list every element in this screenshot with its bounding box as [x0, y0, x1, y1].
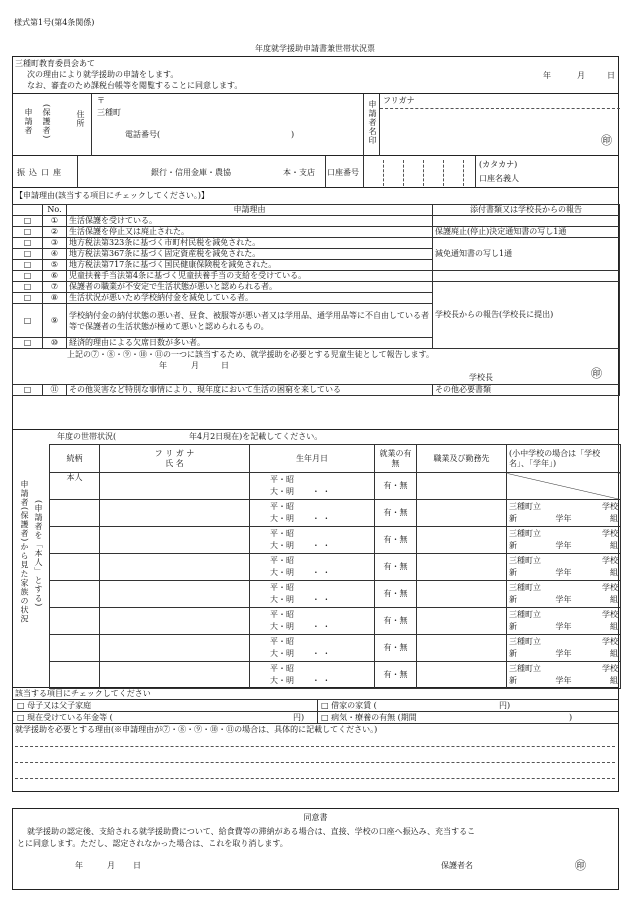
household-side-sub: (申請者を「本人」とする) — [34, 500, 43, 608]
address-label: 住所 — [76, 110, 85, 128]
relation-cell[interactable] — [50, 635, 100, 662]
bank-label: 振込口座 — [17, 168, 65, 177]
job-cell[interactable] — [417, 500, 507, 527]
bank-type: 銀行・信用金庫・農協 — [151, 168, 231, 177]
reason-checkbox[interactable]: □ — [13, 249, 43, 260]
member-name-cell[interactable] — [100, 527, 250, 554]
rent-label: 借家の家賃 ( — [331, 701, 377, 710]
date-dots: ・ ・ — [311, 622, 331, 631]
illness-label: 病気・療養の有無 (期間 — [331, 713, 417, 722]
reasons-col-check — [13, 205, 43, 216]
work-cell[interactable] — [375, 554, 417, 581]
work-cell[interactable] — [375, 581, 417, 608]
col-name-header — [100, 445, 250, 473]
class-label: 組 — [610, 568, 618, 577]
grade-new: 新 — [509, 514, 517, 523]
rent-check[interactable] — [321, 701, 377, 711]
school-cell[interactable] — [507, 608, 621, 635]
col-school: (小中学校の場合は「学校名」、「学年」) — [507, 445, 621, 473]
pension-unit: 円) — [293, 713, 305, 722]
grade-label: 学年 — [555, 541, 572, 550]
pension-check[interactable] — [17, 713, 113, 723]
school-town: 三種町立 — [509, 529, 541, 538]
birth-cell[interactable] — [250, 662, 375, 689]
reason-doc: その他必要書類 — [433, 385, 620, 396]
school-cell — [507, 473, 621, 500]
grade-new: 新 — [509, 676, 517, 685]
holder-label: 口座名義人 — [479, 174, 519, 183]
reason-text: その他災害など特別な事情により、現年度において生活の困窮を来している — [67, 385, 433, 396]
grade-label: 学年 — [555, 622, 572, 631]
date-dots: ・ ・ — [311, 595, 331, 604]
holder-kana: (カタカナ) — [479, 160, 518, 169]
era-line2: 大・明 — [270, 514, 294, 523]
era-line1: 平・昭 — [270, 664, 294, 673]
school-town: 三種町立 — [509, 583, 541, 592]
relation-cell[interactable] — [50, 500, 100, 527]
work-option[interactable]: 有・無 — [383, 481, 408, 490]
class-label: 組 — [610, 622, 618, 631]
date-dots: ・ ・ — [311, 649, 331, 658]
class-label: 組 — [610, 649, 618, 658]
need-reason-label: 就学援助を必要とする理由(※申請理由が⑦・⑧・⑨・⑩・⑪の場合は、具体的に記載してください。) — [15, 725, 378, 734]
checks-section — [12, 688, 619, 792]
work-option[interactable]: 有・無 — [383, 508, 408, 517]
consent-month: 月 — [107, 861, 115, 870]
reason-text: 生活状況が悪いため学校納付金を減免している者。 — [67, 293, 433, 304]
reason-no: ⑪ — [43, 385, 67, 396]
checkbox-icon[interactable]: □ — [17, 701, 25, 710]
reason-checkbox[interactable]: □ — [13, 338, 43, 349]
consent-block — [12, 808, 619, 890]
reason-text: 地方税法第367条に基づく固定資産税を減免された。 — [67, 249, 433, 260]
report-day: 日 — [221, 361, 229, 370]
grade-new: 新 — [509, 595, 517, 604]
reason-text: 生活保護を受けている。 — [67, 216, 433, 227]
reason-checkbox[interactable]: □ — [13, 385, 43, 396]
reason-doc — [433, 271, 620, 282]
account-no-label: 口座番号 — [327, 168, 359, 177]
household-asof: 年4月2日現在)を記載してください。 — [189, 432, 323, 441]
phone-label: 電話番号( — [125, 130, 161, 139]
member-name-cell[interactable] — [100, 635, 250, 662]
reason-no: ② — [43, 227, 67, 238]
school-cell[interactable] — [507, 635, 621, 662]
phone-end: ) — [291, 130, 295, 139]
work-option[interactable]: 有・無 — [383, 616, 408, 625]
report-year: 年 — [159, 361, 167, 370]
col-job: 職業及び勤務先 — [417, 445, 507, 473]
reasons-section — [12, 188, 619, 430]
job-cell[interactable] — [417, 635, 507, 662]
report-text: 上記の⑦・⑧・⑨・⑩・⑪の一つに該当するため、就学援助を必要とする児童生徒として報告します。 — [67, 350, 435, 359]
date-dots: ・ ・ — [311, 676, 331, 685]
relation-cell[interactable] — [50, 662, 100, 689]
checkbox-icon[interactable]: □ — [321, 701, 329, 710]
birth-cell[interactable] — [250, 635, 375, 662]
reason-checkbox[interactable]: □ — [13, 227, 43, 238]
birth-cell[interactable] — [250, 500, 375, 527]
header-date-year: 年 — [543, 71, 551, 80]
work-cell[interactable] — [375, 662, 417, 689]
birth-cell[interactable] — [250, 527, 375, 554]
header-date-day: 日 — [607, 71, 615, 80]
postal-mark: 〒 — [97, 96, 105, 105]
reason-text: 地方税法第717条に基づく国民健康保険税を減免された。 — [67, 260, 433, 271]
reason-no: ⑩ — [43, 338, 67, 349]
header-line2: なお、審査のため課税台帳等を閲覧することに同意します。 — [27, 81, 243, 90]
illness-end: ) — [569, 713, 573, 722]
principal-report — [13, 349, 620, 385]
era-line1: 平・昭 — [270, 637, 294, 646]
household-title: 年度の世帯状況( — [57, 432, 117, 441]
reason-no: ⑧ — [43, 293, 67, 304]
member-name-cell[interactable] — [100, 500, 250, 527]
reason-no: ⑨ — [43, 304, 67, 338]
principal-label: 学校長 — [469, 373, 493, 382]
household-table — [49, 444, 621, 689]
era-line2: 大・明 — [270, 622, 294, 631]
relation-cell[interactable] — [50, 527, 100, 554]
applicant-label: 申請者 — [24, 108, 33, 135]
reason-checkbox[interactable]: □ — [13, 260, 43, 271]
era-line2: 大・明 — [270, 487, 294, 496]
grade-label: 学年 — [555, 649, 572, 658]
household-side-label: 申請者(保護者)から見た家族の状況 — [20, 480, 29, 624]
reason-line[interactable] — [15, 746, 615, 747]
single-parent-check[interactable] — [17, 701, 91, 711]
reason-text: 児童扶養手当法第4条に基づく児童扶養手当の支給を受けている。 — [67, 271, 433, 282]
household-row — [50, 608, 621, 635]
relation-cell[interactable] — [50, 554, 100, 581]
grade-new: 新 — [509, 622, 517, 631]
grade-new: 新 — [509, 568, 517, 577]
reason-checkbox[interactable]: □ — [13, 271, 43, 282]
school-town: 三種町立 — [509, 664, 541, 673]
household-row — [50, 635, 621, 662]
work-option[interactable]: 有・無 — [383, 589, 408, 598]
addressee: 三種町教育委員会あて — [15, 59, 95, 68]
school-suffix: 学校 — [602, 610, 618, 619]
reasons-col-reason: 申請理由 — [67, 205, 433, 216]
reason-text: 学校納付金の納付状態の悪い者、昼食、被服等が悪い者又は学用品、通学用品等に不自由している者等で保護者の生活状態が極めて悪いと認められるもの。 — [67, 304, 433, 338]
reason-text: 地方税法第323条に基づく市町村民税を減免された。 — [67, 238, 433, 249]
guardian-label: 保護者名 — [441, 861, 473, 870]
reasons-col-docs: 添付書類又は学校長からの報告 — [433, 205, 620, 216]
reason-doc — [433, 216, 620, 227]
class-label: 組 — [610, 595, 618, 604]
work-cell[interactable] — [375, 527, 417, 554]
school-suffix: 学校 — [602, 502, 618, 511]
consent-year: 年 — [75, 861, 83, 870]
school-cell[interactable] — [507, 662, 621, 689]
job-cell[interactable] — [417, 581, 507, 608]
header-block — [12, 56, 619, 94]
school-suffix: 学校 — [602, 556, 618, 565]
report-month: 月 — [191, 361, 199, 370]
reason-no: ④ — [43, 249, 67, 260]
grade-new: 新 — [509, 649, 517, 658]
era-line1: 平・昭 — [270, 502, 294, 511]
reason-checkbox[interactable]: □ — [13, 282, 43, 293]
work-cell[interactable] — [375, 608, 417, 635]
job-cell[interactable] — [417, 527, 507, 554]
school-suffix: 学校 — [602, 529, 618, 538]
work-cell[interactable] — [375, 500, 417, 527]
work-option[interactable]: 有・無 — [383, 643, 408, 652]
bank-branch: 本・支店 — [283, 168, 315, 177]
job-cell[interactable] — [417, 473, 507, 500]
grade-label: 学年 — [555, 514, 572, 523]
reason-line[interactable] — [15, 762, 615, 763]
relation-cell[interactable] — [50, 581, 100, 608]
school-suffix: 学校 — [602, 583, 618, 592]
relation-cell[interactable] — [50, 473, 100, 500]
illness-check[interactable] — [321, 713, 417, 723]
work-option[interactable]: 有・無 — [383, 535, 408, 544]
grade-label: 学年 — [555, 676, 572, 685]
date-dots: ・ ・ — [311, 568, 331, 577]
era-line1: 平・昭 — [270, 556, 294, 565]
reason-text: 経済的理由による欠席日数が多い者。 — [67, 338, 433, 349]
household-row — [50, 662, 621, 689]
reasons-col-no: No. — [43, 205, 67, 216]
era-line2: 大・明 — [270, 595, 294, 604]
col-name: 氏 名 — [165, 458, 184, 468]
reason-doc: 減免通知書の写し1通 — [433, 238, 620, 271]
checks-title: 該当する項目にチェックしてください — [15, 689, 151, 698]
class-label: 組 — [610, 676, 618, 685]
job-cell[interactable] — [417, 662, 507, 689]
checkbox-icon[interactable]: □ — [321, 713, 329, 722]
era-line2: 大・明 — [270, 676, 294, 685]
pension-label: 現在受けている年金等 ( — [27, 713, 113, 722]
household-row — [50, 527, 621, 554]
consent-day: 日 — [133, 861, 141, 870]
school-town: 三種町立 — [509, 610, 541, 619]
checkbox-icon[interactable]: □ — [17, 713, 25, 722]
household-row — [50, 473, 621, 500]
era-line1: 平・昭 — [270, 475, 294, 484]
grade-new: 新 — [509, 541, 517, 550]
header-line1: 次の理由により就学援助の申請をします。 — [27, 70, 179, 79]
applicant-name-label: 申請者名印 — [368, 100, 377, 145]
reason-no: ③ — [43, 238, 67, 249]
school-suffix: 学校 — [602, 664, 618, 673]
school-cell[interactable] — [507, 554, 621, 581]
work-cell[interactable] — [375, 635, 417, 662]
school-cell[interactable] — [507, 581, 621, 608]
school-cell[interactable] — [507, 500, 621, 527]
work-option[interactable]: 有・無 — [383, 562, 408, 571]
relation-self: 本人 — [66, 473, 83, 482]
consent-text1: 就学援助の認定後、支給される就学援助費について、給食費等の滞納がある場合は、直接、学校の口座へ振込み、充当するこ — [27, 827, 476, 836]
guardian-seal-icon: ㊞ — [575, 859, 586, 872]
reasons-title: 【申請理由(該当する項目にチェックしてください。)】 — [15, 191, 209, 200]
household-row — [50, 500, 621, 527]
form-title: 年度就学援助申請書兼世帯状況票 — [255, 44, 375, 53]
relation-cell[interactable] — [50, 608, 100, 635]
birth-cell[interactable] — [250, 473, 375, 500]
school-town: 三種町立 — [509, 556, 541, 565]
col-relation: 続柄 — [50, 445, 100, 473]
consent-text2: とに同意します。ただし、認定されなかった場合は、これを取り消します。 — [17, 839, 288, 848]
address-town: 三種町 — [97, 108, 121, 117]
birth-cell[interactable] — [250, 608, 375, 635]
reason-text: 生活保護を停止又は廃止された。 — [67, 227, 433, 238]
date-dots: ・ ・ — [311, 541, 331, 550]
member-name-cell[interactable] — [100, 608, 250, 635]
birth-cell[interactable] — [250, 554, 375, 581]
household-row — [50, 581, 621, 608]
member-name-cell[interactable] — [100, 554, 250, 581]
reason-line[interactable] — [15, 778, 615, 779]
job-cell[interactable] — [417, 608, 507, 635]
school-suffix: 学校 — [602, 637, 618, 646]
member-name-cell[interactable] — [100, 662, 250, 689]
reason-text: 保護者の職業が不安定で生活状態が悪いと認められる者。 — [67, 282, 433, 293]
era-line1: 平・昭 — [270, 529, 294, 538]
applicant-block — [12, 94, 619, 156]
reason-no: ⑥ — [43, 271, 67, 282]
date-dots: ・ ・ — [311, 514, 331, 523]
household-row — [50, 554, 621, 581]
school-town: 三種町立 — [509, 502, 541, 511]
class-label: 組 — [610, 514, 618, 523]
single-parent-label: 母子又は父子家庭 — [27, 701, 92, 710]
job-cell[interactable] — [417, 554, 507, 581]
bank-block — [12, 156, 619, 188]
era-line1: 平・昭 — [270, 583, 294, 592]
reason-checkbox[interactable]: □ — [13, 238, 43, 249]
reason-checkbox[interactable]: □ — [13, 216, 43, 227]
date-dots: ・ ・ — [311, 487, 331, 496]
col-furigana: フ リ ガ ナ — [154, 448, 195, 458]
form-id: 様式第1号(第4条関係) — [14, 18, 95, 27]
reason-checkbox[interactable]: □ — [13, 293, 43, 304]
reason-checkbox[interactable]: □ — [13, 304, 43, 338]
reason-doc: 保護廃止(停止)決定通知書の写し1通 — [433, 227, 620, 238]
rent-unit: 円) — [499, 701, 511, 710]
school-cell[interactable] — [507, 527, 621, 554]
reason-no: ① — [43, 216, 67, 227]
work-option[interactable]: 有・無 — [383, 670, 408, 679]
member-name-cell[interactable] — [100, 473, 250, 500]
reason-doc: 学校長からの報告(学校長に提出) — [433, 282, 620, 349]
seal-icon: ㊞ — [601, 134, 612, 147]
grade-label: 学年 — [555, 568, 572, 577]
class-label: 組 — [610, 541, 618, 550]
col-work: 就業の有無 — [375, 445, 417, 473]
era-line2: 大・明 — [270, 568, 294, 577]
header-date-month: 月 — [577, 71, 585, 80]
furigana-label: フリガナ — [383, 96, 415, 105]
member-name-cell[interactable] — [100, 581, 250, 608]
reason-no: ⑦ — [43, 282, 67, 293]
era-line2: 大・明 — [270, 541, 294, 550]
work-cell[interactable] — [375, 473, 417, 500]
reason-no: ⑤ — [43, 260, 67, 271]
grade-label: 学年 — [555, 595, 572, 604]
reasons-table — [12, 204, 620, 396]
col-birth: 生年月日 — [250, 445, 375, 473]
principal-seal-icon: ㊞ — [591, 367, 602, 380]
household-section — [12, 430, 619, 688]
era-line1: 平・昭 — [270, 610, 294, 619]
school-town: 三種町立 — [509, 637, 541, 646]
consent-title: 同意書 — [303, 813, 328, 822]
birth-cell[interactable] — [250, 581, 375, 608]
era-line2: 大・明 — [270, 649, 294, 658]
applicant-sublabel: (保護者) — [42, 104, 51, 140]
